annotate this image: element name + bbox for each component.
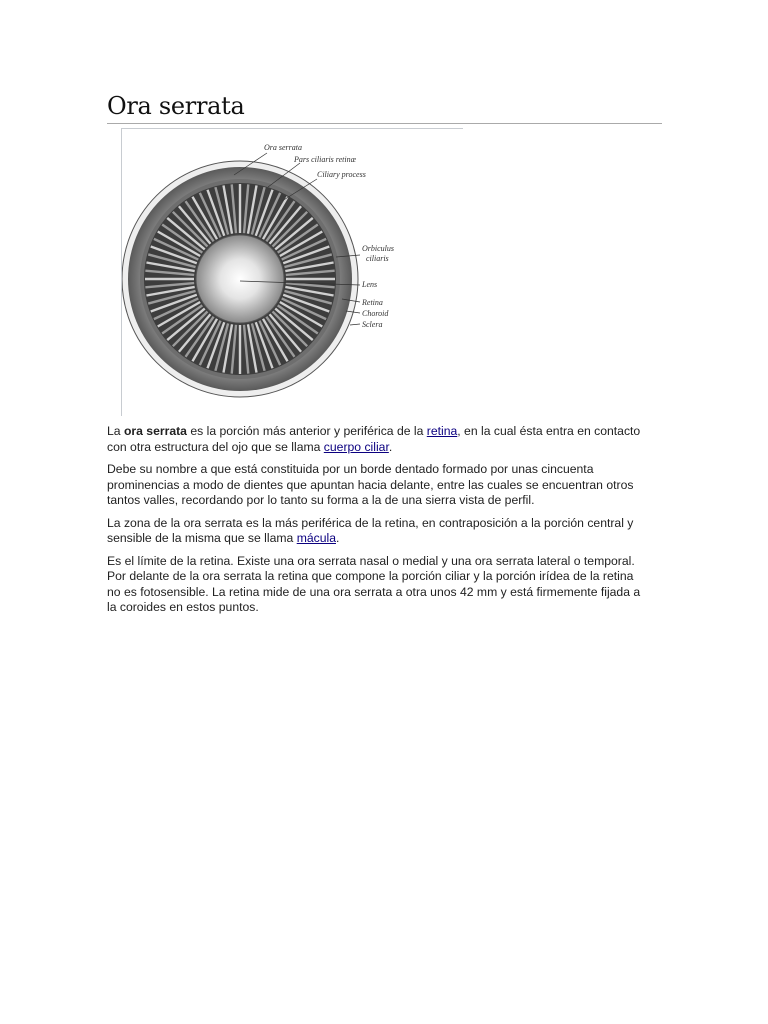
label-choroid: Choroid <box>362 309 389 318</box>
label-ciliary-process: Ciliary process <box>317 170 366 179</box>
paragraph-4: Es el límite de la retina. Existe una ora serrata nasal o medial y una ora serrata lateral o temporal. Por delante de la ora serrata la retina que compone la porción ciliar y la porción irídea de la retina no es fotosensible. La retina mide de una ora serrata a otra unos 42 mm y está firmemente fijada a la coroides en estos puntos. <box>107 553 641 614</box>
eye-illustration-figure[interactable] <box>121 128 463 416</box>
bold-term: ora serrata <box>123 424 187 438</box>
link-retina[interactable]: retina <box>426 424 458 438</box>
label-orbiculus: Orbiculus <box>362 244 394 253</box>
paragraph-1: La ora serrata es la porción más anterior y periférica de la retina, en la cual ésta entra en contacto con otra estructura del ojo que se llama cuerpo ciliar. <box>107 424 641 454</box>
label-ciliaris: ciliaris <box>366 254 389 263</box>
label-lens: Lens <box>362 280 378 289</box>
page-title: Ora serrata <box>107 92 245 120</box>
paragraph-3: La zona de la ora serrata es la más periférica de la retina, en contraposición a la porción central y sensible de la misma que se llama mácula. <box>107 515 634 545</box>
link-macula[interactable]: mácula <box>296 531 336 545</box>
label-ora-serrata: Ora serrata <box>264 143 303 152</box>
title-divider <box>107 123 662 124</box>
lens <box>196 235 284 323</box>
link-cuerpo-ciliar[interactable]: cuerpo ciliar <box>323 439 389 454</box>
label-retina: Retina <box>362 298 383 307</box>
paragraph-2: Debe su nombre a que está constituida por un borde dentado formado por unas cincuenta prominencias a modo de dientes que apuntan hacia delante, entre las cuales se encuentran otros tantos valles, recordando por lo tanto su forma a la de una sierra vista de perfil. <box>107 462 634 507</box>
article-body <box>107 424 647 623</box>
eye-illustration <box>122 129 464 417</box>
label-pars-ciliaris: Pars ciliaris retinæ <box>294 155 356 164</box>
label-sclera: Sclera <box>362 320 383 329</box>
